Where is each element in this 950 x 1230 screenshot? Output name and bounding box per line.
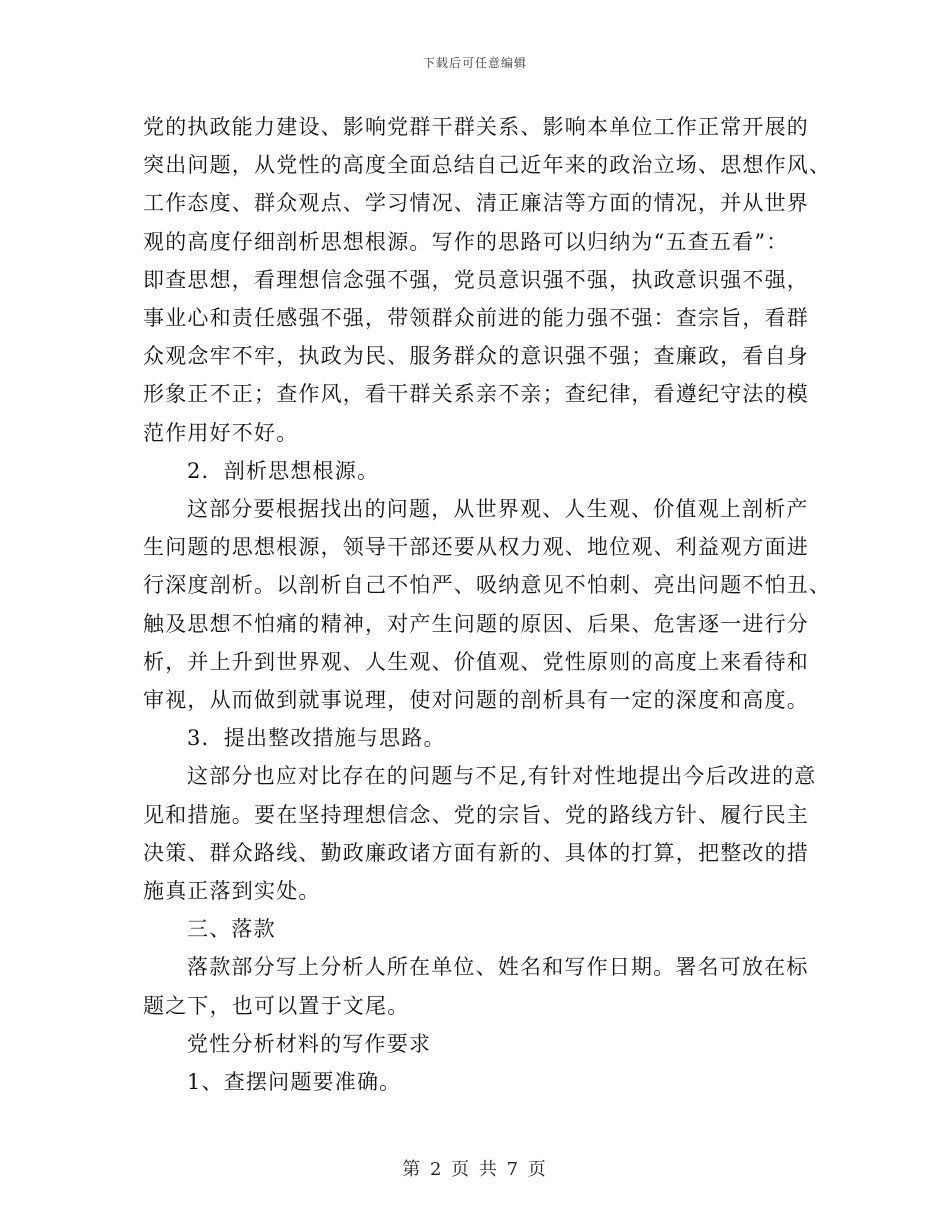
requirement-item-1: [143, 1063, 808, 1101]
section-heading-3: [143, 719, 808, 757]
text-line: 施真正落到实处。: [143, 879, 321, 904]
text-line: 这部分要根据找出的问题，从世界观、人生观、价值观上剖析产: [187, 497, 809, 522]
text-line: 1、查摆问题要准确。: [187, 1070, 402, 1095]
text-line: 事业心和责任感强不强，带领群众前进的能力强不强：查宗旨，看群: [143, 306, 809, 331]
text-line: 工作态度、群众观点、学习情况、清正廉洁等方面的情况，并从世界: [143, 191, 809, 216]
section-heading-2: [143, 452, 808, 490]
paragraph-1: [143, 108, 832, 452]
text-line: 观的高度仔细剖析思想根源。写作的思路可以归纳为“五查五看”：: [143, 229, 789, 254]
text-line: 2．剖析思想根源。: [187, 458, 380, 483]
text-line: 见和措施。要在坚持理想信念、党的宗旨、党的路线方针、履行民主: [143, 802, 809, 827]
paragraph-7: [143, 948, 808, 1024]
text-line: 触及思想不怕痛的精神，对产生问题的原因、后果、危害逐一进行分: [143, 611, 809, 636]
text-line: 题之下，也可以置于文尾。: [143, 993, 410, 1018]
document-body: [143, 108, 832, 1101]
text-line: 审视，从而做到就事说理，使对问题的剖析具有一定的深度和高度。: [143, 688, 809, 713]
text-line: 党的执政能力建设、影响党群干群关系、影响本单位工作正常开展的: [143, 115, 809, 139]
page-footer: 第 2 页 共 7 页: [402, 1159, 548, 1180]
text-line: 众观念牢不牢，执政为民、服务群众的意识强不强；查廉政，看自身: [143, 344, 809, 369]
paragraph-3: [143, 490, 832, 719]
text-line: 落款部分写上分析人所在单位、姓名和写作日期。署名可放在标: [187, 955, 809, 980]
page-header: 下载后可任意编辑: [422, 56, 527, 70]
text-line: 行深度剖析。以剖析自己不怕严、吸纳意见不怕刺、亮出问题不怕丑、: [143, 573, 832, 598]
text-line: 析，并上升到世界观、人生观、价值观、党性原则的高度上来看待和: [143, 649, 809, 674]
text-line: 3．提出整改措施与思路。: [187, 726, 446, 751]
text-line: 党性分析材料的写作要求: [187, 1031, 432, 1056]
text-line: 这部分也应对比存在的问题与不足,有针对性地提出今后改进的意: [187, 764, 817, 789]
text-line: 即查思想，看理想信念强不强，党员意识强不强，执政意识强不强，: [143, 267, 809, 292]
text-line: 三、落款: [187, 917, 276, 942]
paragraph-5: [143, 757, 817, 910]
text-line: 突出问题，从党性的高度全面总结自己近年来的政治立场、思想作风、: [143, 153, 832, 178]
text-line: 范作用好不好。: [143, 420, 299, 445]
text-line: 形象正不正；查作风，看干群关系亲不亲；查纪律，看遵纪守法的模: [143, 382, 809, 407]
section-heading-signature: [143, 910, 808, 948]
section-heading-requirements: [143, 1025, 808, 1063]
text-line: 决策、群众路线、勤政廉政诸方面有新的、具体的打算，把整改的措: [143, 840, 809, 865]
text-line: 生问题的思想根源，领导干部还要从权力观、地位观、利益观方面进: [143, 535, 809, 560]
